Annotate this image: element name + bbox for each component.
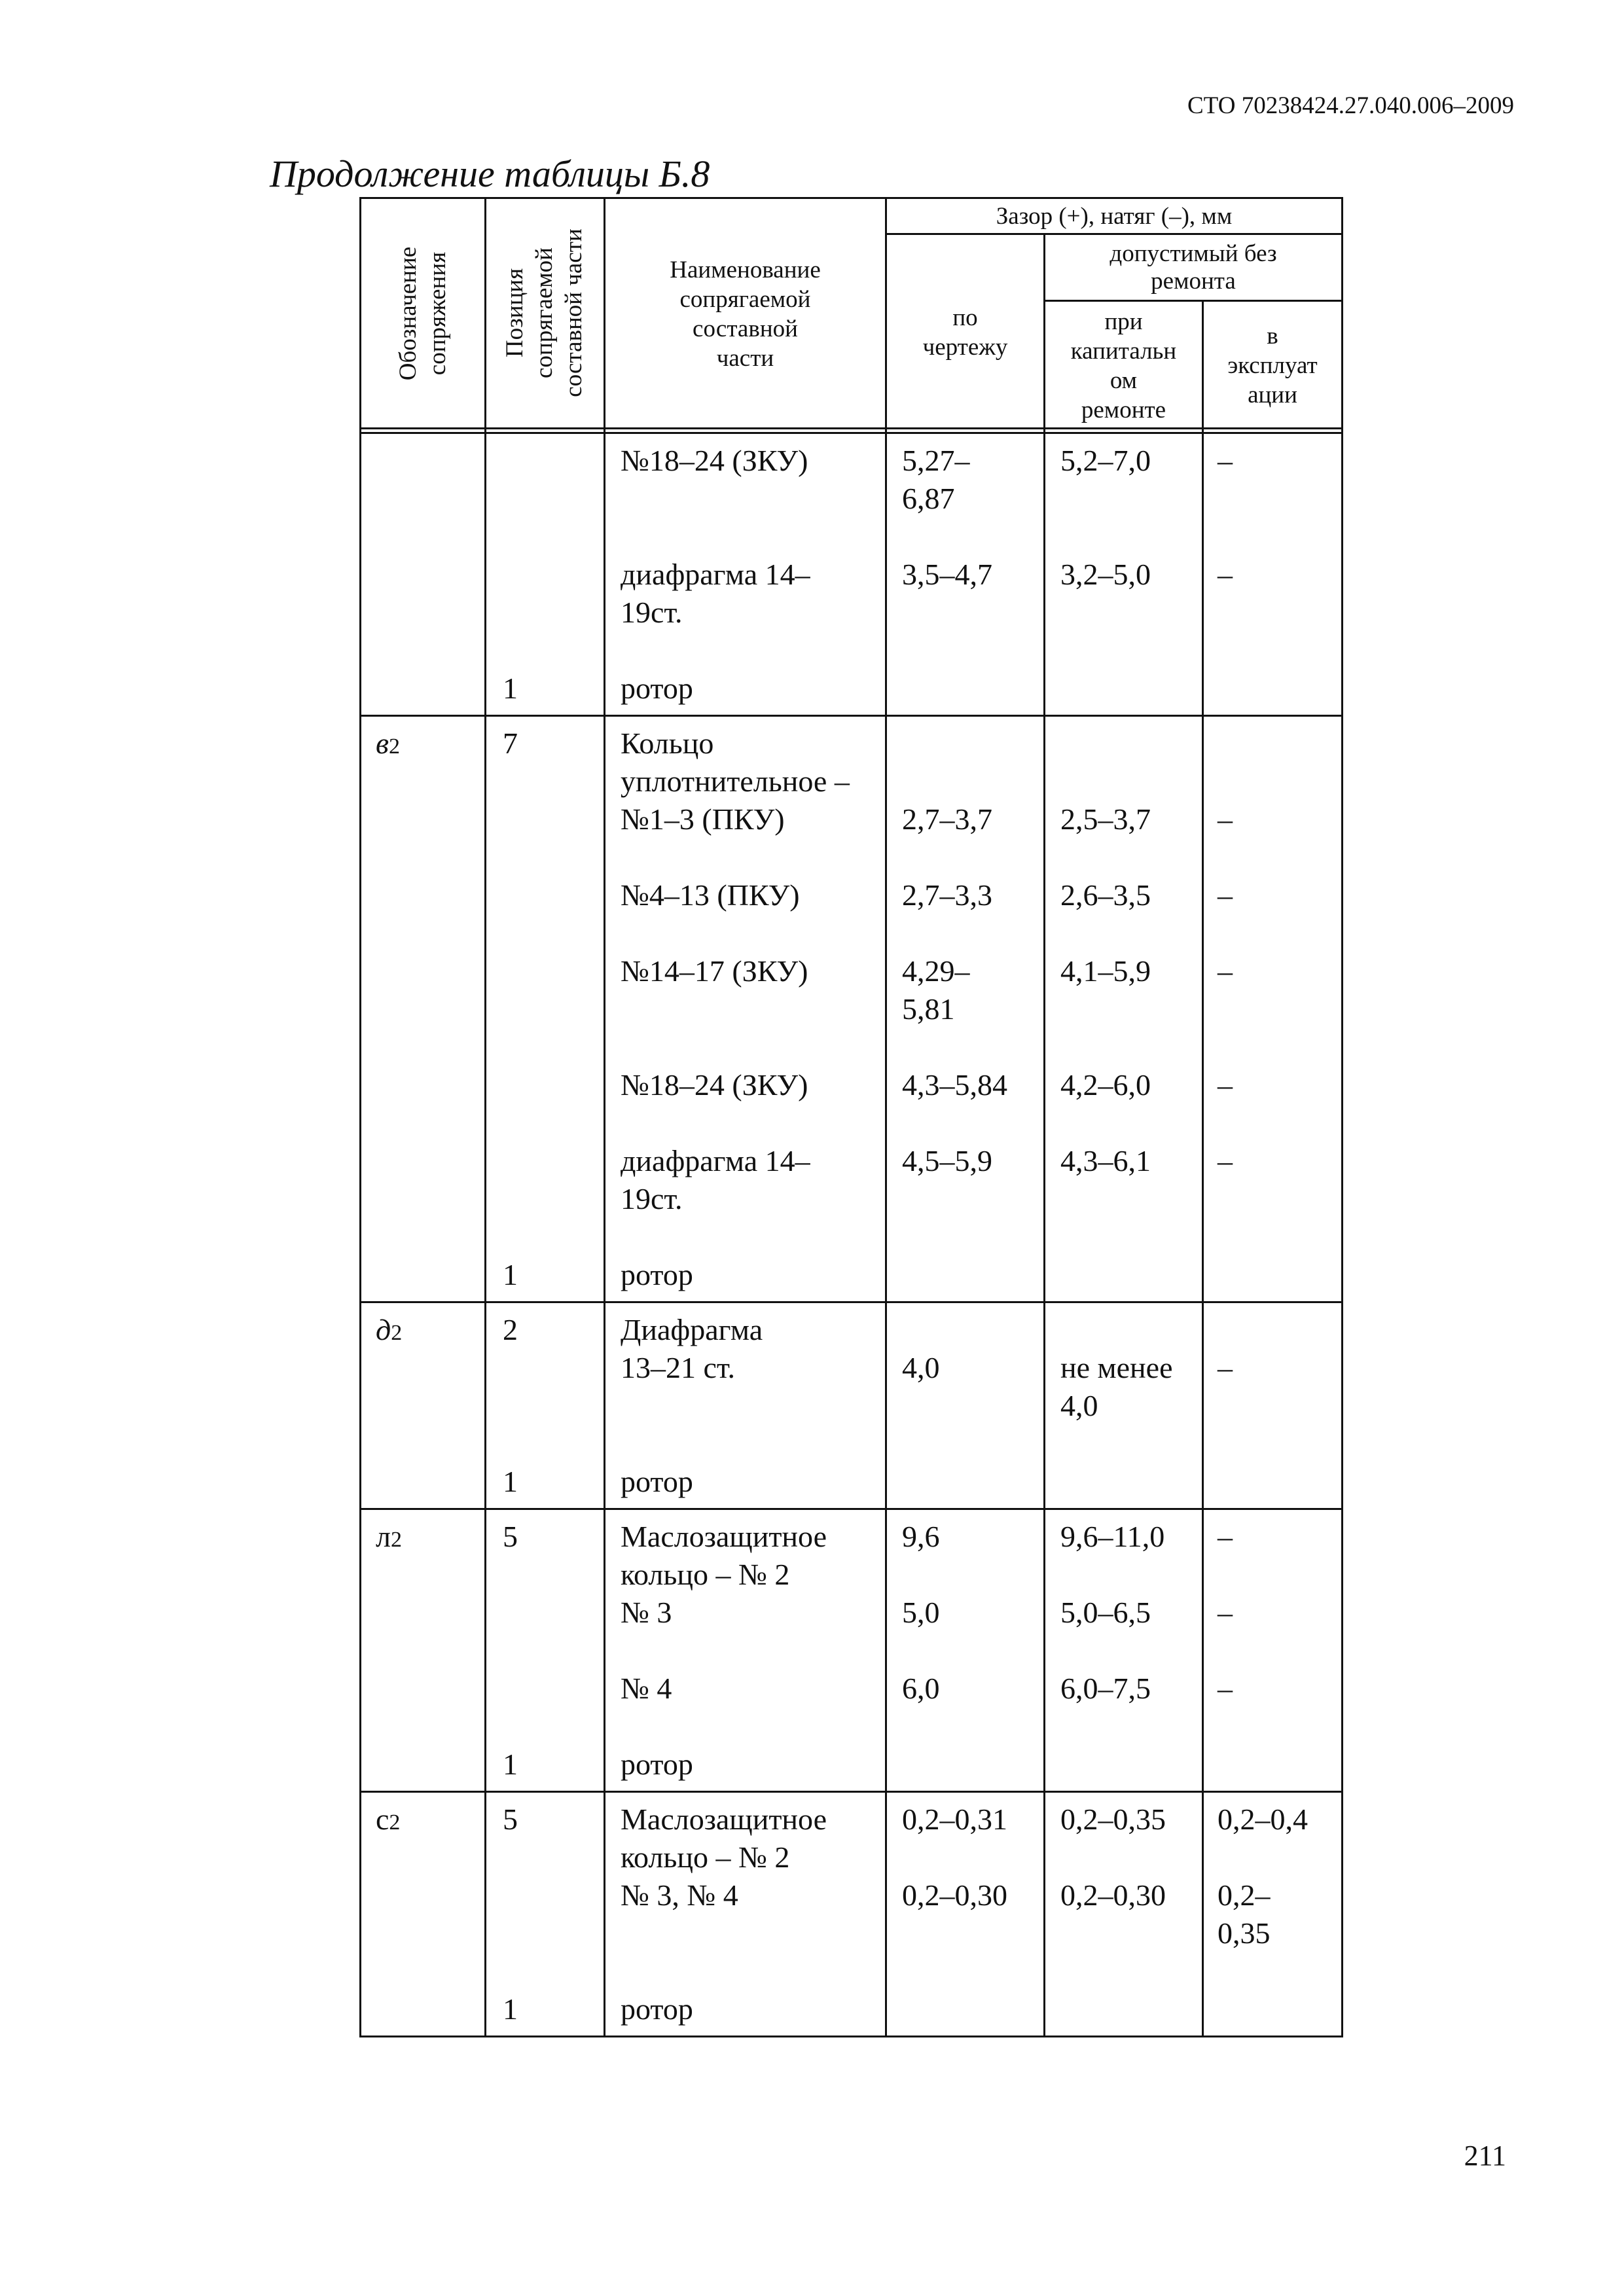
gap-operation: –	[1218, 558, 1233, 591]
gap-capital-repair: 9,6–11,0	[1060, 1520, 1165, 1553]
gap-by-drawing: 0,2–0,30	[902, 1878, 1007, 1912]
table-header	[359, 197, 1343, 427]
gap-operation: –	[1218, 802, 1233, 836]
header-text-line: составной	[693, 315, 798, 342]
part-name: №4–13 (ПКУ)	[621, 878, 800, 912]
gap-capital-repair: 0,2–0,35	[1060, 1803, 1166, 1836]
gap-by-drawing: 3,5–4,7	[902, 558, 992, 591]
gap-capital-repair: 4,1–5,9	[1060, 954, 1151, 988]
gap-capital-repair: 2,6–3,5	[1060, 878, 1151, 912]
part-name: № 3	[621, 1596, 672, 1629]
part-name: №18–24 (ЗКУ)	[621, 444, 808, 477]
part-position: 1	[503, 1992, 518, 2026]
part-name: диафрагма 14–	[621, 558, 810, 591]
gap-capital-repair: 6,0–7,5	[1060, 1672, 1151, 1705]
joint-designation: с2	[376, 1803, 401, 1836]
part-position: 1	[503, 1258, 518, 1291]
gap-by-drawing: 4,3–5,84	[902, 1068, 1007, 1102]
header-double-rule	[359, 427, 1343, 434]
header-part-position	[500, 208, 589, 418]
header-text-line: в	[1267, 323, 1278, 350]
gap-capital-repair: 0,2–0,30	[1060, 1878, 1166, 1912]
gap-operation: –	[1218, 1068, 1233, 1102]
header-gap-interference: Зазор (+), натяг (–), мм	[996, 202, 1233, 230]
gap-by-drawing: 6,87	[902, 482, 955, 515]
gap-capital-repair: 2,5–3,7	[1060, 802, 1151, 836]
header-text-line: ремонте	[1081, 396, 1166, 423]
gap-capital-repair: 4,0	[1060, 1389, 1098, 1422]
gap-operation: –	[1218, 1144, 1233, 1177]
gap-by-drawing: 4,5–5,9	[902, 1144, 992, 1177]
gap-by-drawing: 5,0	[902, 1596, 940, 1629]
part-name: 19ст.	[621, 596, 683, 629]
part-name: Кольцо	[621, 726, 714, 760]
header-part-name	[605, 199, 885, 429]
gap-operation: 0,35	[1218, 1916, 1271, 1950]
header-text-line: ремонта	[1151, 267, 1236, 295]
joint-group	[359, 717, 1343, 1303]
header-text-line: эксплуат	[1227, 352, 1318, 379]
part-position: 1	[503, 672, 518, 705]
part-name: ротор	[621, 1258, 693, 1291]
header-text-line: ации	[1248, 382, 1297, 408]
gap-operation: –	[1218, 1520, 1233, 1553]
joint-group	[359, 1303, 1343, 1510]
header-joint-designation	[393, 209, 452, 418]
header-allowed-without-repair	[1045, 235, 1341, 300]
part-name: ротор	[621, 672, 693, 705]
joint-group	[359, 1793, 1343, 2037]
part-name: №14–17 (ЗКУ)	[621, 954, 808, 988]
gap-capital-repair: 4,3–6,1	[1060, 1144, 1151, 1177]
header-text-line: капитальн	[1070, 337, 1177, 365]
header-operation	[1204, 302, 1341, 429]
gap-by-drawing: 2,7–3,3	[902, 878, 992, 912]
part-name: Диафрагма	[621, 1313, 763, 1346]
document-code: СТО 70238424.27.040.006–2009	[1187, 92, 1514, 119]
gap-capital-repair: 5,0–6,5	[1060, 1596, 1151, 1629]
gap-operation: 0,2–0,4	[1218, 1803, 1308, 1836]
page-number: 211	[1464, 2140, 1506, 2172]
header-by-drawing	[887, 235, 1043, 429]
part-name: ротор	[621, 1748, 693, 1781]
part-name: ротор	[621, 1992, 693, 2026]
part-name: уплотнительное –	[621, 764, 850, 798]
part-name: кольцо – № 2	[621, 1558, 790, 1591]
table-body	[359, 434, 1343, 2037]
gap-capital-repair: 5,2–7,0	[1060, 444, 1151, 477]
gap-by-drawing: 5,81	[902, 992, 955, 1026]
part-name: № 4	[621, 1672, 672, 1705]
gap-operation: 0,2–	[1218, 1878, 1271, 1912]
gap-capital-repair: 4,2–6,0	[1060, 1068, 1151, 1102]
part-name: 19ст.	[621, 1182, 683, 1215]
part-name: кольцо – № 2	[621, 1840, 790, 1874]
gap-operation: –	[1218, 1672, 1233, 1705]
gap-by-drawing: 6,0	[902, 1672, 940, 1705]
header-text-line: ом	[1110, 367, 1138, 394]
part-name: Маслозащитное	[621, 1520, 827, 1553]
part-name: Маслозащитное	[621, 1803, 827, 1836]
gap-by-drawing: 0,2–0,31	[902, 1803, 1007, 1836]
part-name: № 3, № 4	[621, 1878, 738, 1912]
gap-by-drawing: 2,7–3,7	[902, 802, 992, 836]
gap-capital-repair: не менее	[1060, 1351, 1173, 1384]
part-name: №18–24 (ЗКУ)	[621, 1068, 808, 1102]
gap-operation: –	[1218, 878, 1233, 912]
joint-designation: д2	[376, 1313, 403, 1346]
joint-designation: в2	[376, 726, 400, 760]
wear-limits-table	[359, 197, 1343, 2037]
header-text-line: составной части	[560, 228, 587, 397]
part-name: диафрагма 14–	[621, 1144, 810, 1177]
joint-group	[359, 1510, 1343, 1793]
part-position: 2	[503, 1313, 518, 1346]
header-text-line: Позиция	[501, 268, 528, 358]
gap-by-drawing: 9,6	[902, 1520, 940, 1553]
gap-by-drawing: 4,29–	[902, 954, 970, 988]
part-position: 7	[503, 726, 518, 760]
header-text-line: допустимый без	[1110, 240, 1277, 267]
header-text-line: сопрягаемой	[679, 286, 811, 313]
header-text-line: при	[1104, 308, 1143, 335]
part-position: 5	[503, 1520, 518, 1553]
gap-by-drawing: 5,27–	[902, 444, 970, 477]
part-name: №1–3 (ПКУ)	[621, 802, 785, 836]
gap-operation: –	[1218, 954, 1233, 988]
gap-capital-repair: 3,2–5,0	[1060, 558, 1151, 591]
gap-by-drawing: 4,0	[902, 1351, 940, 1384]
table-caption: Продолжение таблицы Б.8	[270, 152, 710, 195]
header-capital-repair	[1045, 302, 1202, 429]
header-text-line: части	[716, 345, 774, 372]
header-text-line: по	[952, 304, 978, 331]
joint-designation: л2	[376, 1520, 402, 1553]
part-name: ротор	[621, 1465, 693, 1498]
header-text-line: сопрягаемой	[531, 247, 558, 378]
header-text-line: Наименование	[670, 257, 821, 283]
part-name: 13–21 ст.	[621, 1351, 736, 1384]
header-text-line: Обозначение	[395, 246, 422, 381]
gap-operation: –	[1218, 1596, 1233, 1629]
part-position: 1	[503, 1465, 518, 1498]
part-position: 5	[503, 1803, 518, 1836]
gap-operation: –	[1218, 1351, 1233, 1384]
header-text-line: сопряжения	[424, 251, 451, 376]
part-position: 1	[503, 1748, 518, 1781]
joint-group	[359, 434, 1343, 717]
header-text-line: чертежу	[922, 333, 1008, 361]
gap-operation: –	[1218, 444, 1233, 477]
